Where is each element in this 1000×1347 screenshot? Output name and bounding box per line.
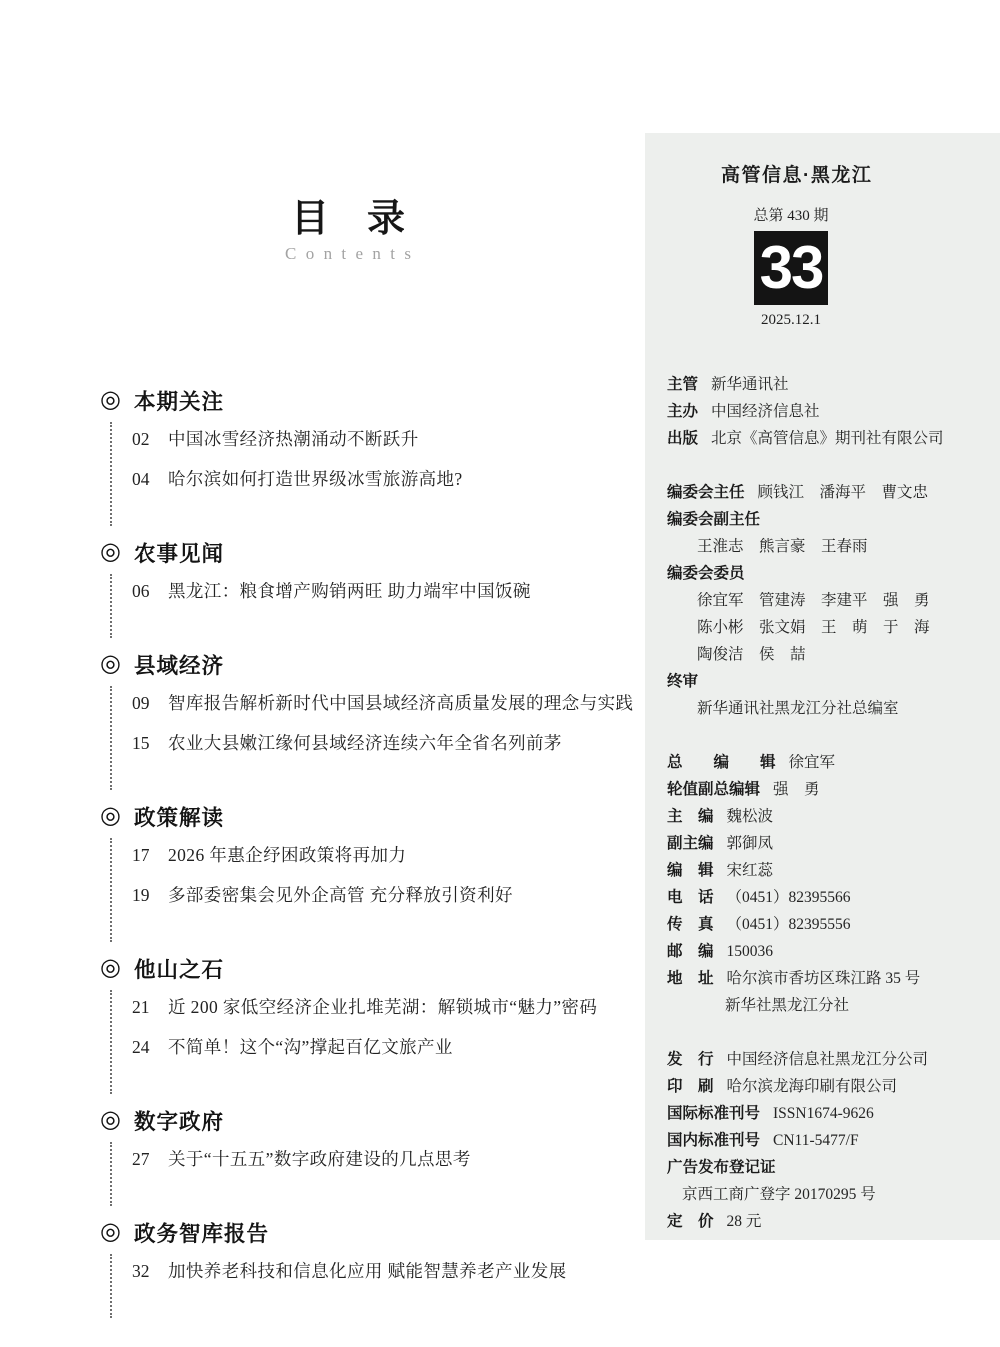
issue-number-box xyxy=(754,231,828,305)
toc-entry-page: 27 xyxy=(132,1149,150,1169)
masthead-value: 王淮志 熊言豪 王春雨 xyxy=(697,538,868,555)
masthead-label: 总 编 辑 xyxy=(667,754,776,771)
toc-section-header xyxy=(100,386,645,414)
toc-entry-title: 多部委密集会见外企高管 充分释放引资利好 xyxy=(168,885,513,905)
toc-section-title: 政务智库报告 xyxy=(133,1221,269,1246)
masthead-label: 编委会委员 xyxy=(667,565,745,582)
section-bullet-icon: ◎ xyxy=(100,803,121,829)
masthead-sidebar xyxy=(645,133,1000,1240)
dotted-rail-line xyxy=(110,1142,112,1206)
toc-entry xyxy=(132,996,645,1019)
section-bullet-icon: ◎ xyxy=(100,387,121,413)
masthead-value: 魏松波 xyxy=(726,808,774,825)
toc-entry xyxy=(132,692,645,715)
masthead-label: 邮 编 xyxy=(667,943,714,960)
masthead-label: 国内标准刊号 xyxy=(667,1132,761,1149)
masthead-value: ISSN1674-9626 xyxy=(773,1105,874,1122)
masthead-row xyxy=(667,803,986,830)
masthead-row xyxy=(667,1154,986,1181)
toc-section xyxy=(100,1218,645,1330)
magazine-title: 高管信息·黑龙江 xyxy=(721,165,873,186)
masthead-row xyxy=(667,614,986,641)
masthead-row xyxy=(667,1127,986,1154)
issue-block xyxy=(745,206,837,331)
section-bullet-icon: ◎ xyxy=(100,651,121,677)
toc-subtitle: Contents xyxy=(285,244,421,263)
toc-item-list xyxy=(100,844,645,907)
masthead-label: 终审 xyxy=(667,673,699,690)
masthead-label: 定 价 xyxy=(667,1213,714,1230)
masthead-value: 哈尔滨龙海印刷有限公司 xyxy=(726,1078,898,1095)
masthead-label: 编委会副主任 xyxy=(667,511,761,528)
masthead-row xyxy=(667,938,986,965)
masthead-value: 28 元 xyxy=(726,1213,762,1230)
masthead-label: 发 行 xyxy=(667,1051,714,1068)
masthead-value: 新华通讯社 xyxy=(711,376,789,393)
toc-entry xyxy=(132,884,645,907)
section-bullet-icon: ◎ xyxy=(100,1107,121,1133)
masthead-value: 徐宜军 管建涛 李建平 强 勇 xyxy=(697,592,930,609)
toc-entry-page: 02 xyxy=(132,429,150,449)
masthead-value: 新华通讯社黑龙江分社总编室 xyxy=(697,700,899,717)
toc-item-list xyxy=(100,1260,645,1283)
masthead-row xyxy=(667,830,986,857)
masthead-label: 印 刷 xyxy=(667,1078,714,1095)
dotted-rail-line xyxy=(110,686,112,790)
masthead-label: 传 真 xyxy=(667,916,714,933)
toc-item-list xyxy=(100,428,645,491)
toc-entry-title: 哈尔滨如何打造世界级冰雪旅游高地? xyxy=(168,469,463,489)
masthead-label: 主办 xyxy=(667,403,699,420)
masthead-label: 编委会主任 xyxy=(667,484,745,501)
toc-section-title: 数字政府 xyxy=(133,1109,224,1134)
toc-item-list xyxy=(100,1148,645,1171)
masthead-row xyxy=(667,884,986,911)
masthead-row xyxy=(667,560,986,587)
toc-sections xyxy=(100,386,645,1330)
dotted-rail-line xyxy=(110,422,112,526)
masthead-row xyxy=(667,641,986,668)
toc-section-header xyxy=(100,802,645,830)
masthead-row xyxy=(667,1181,986,1208)
masthead-row xyxy=(667,398,986,425)
toc-section xyxy=(100,650,645,802)
masthead-row xyxy=(667,506,986,533)
masthead-row xyxy=(667,911,986,938)
toc-item-list xyxy=(100,692,645,755)
dotted-rail-line xyxy=(110,990,112,1094)
masthead-value: 郭御凤 xyxy=(726,835,774,852)
masthead-value: （0451）82395566 xyxy=(726,889,851,906)
masthead-label: 国际标准刊号 xyxy=(667,1105,761,1122)
masthead-row xyxy=(667,479,986,506)
toc-entry-title: 农业大县嫩江缘何县域经济连续六年全省名列前茅 xyxy=(168,733,562,753)
masthead-value: 北京《高管信息》期刊社有限公司 xyxy=(711,430,944,447)
toc-entry xyxy=(132,732,645,755)
toc-entry xyxy=(132,428,645,451)
toc-section-header xyxy=(100,1218,645,1246)
toc-section xyxy=(100,538,645,650)
masthead-label: 广告发布登记证 xyxy=(667,1159,776,1176)
toc-item-list xyxy=(100,996,645,1059)
toc-section xyxy=(100,386,645,538)
masthead-label: 编 辑 xyxy=(667,862,714,879)
section-bullet-icon: ◎ xyxy=(100,1219,121,1245)
toc-section-header xyxy=(100,650,645,678)
masthead-row xyxy=(667,1208,986,1235)
toc-entry xyxy=(132,1260,645,1283)
masthead-row xyxy=(667,1073,986,1100)
masthead-value: 陶俊洁 侯 喆 xyxy=(697,646,806,663)
dotted-rail-line xyxy=(110,574,112,638)
toc-entry xyxy=(132,844,645,867)
masthead-group xyxy=(667,1046,986,1235)
toc-entry xyxy=(132,580,645,603)
toc-section xyxy=(100,954,645,1106)
toc-section-header xyxy=(100,954,645,982)
section-bullet-icon: ◎ xyxy=(100,539,121,565)
toc-entry xyxy=(132,1036,645,1059)
toc-entry-page: 04 xyxy=(132,469,150,489)
masthead-label: 出版 xyxy=(667,430,699,447)
issue-date: 2025.12.1 xyxy=(761,312,821,328)
toc-section-title: 农事见闻 xyxy=(133,541,224,566)
masthead-value: 中国经济信息社黑龙江分公司 xyxy=(726,1051,929,1068)
toc-entry-page: 15 xyxy=(132,733,150,753)
toc-item-list xyxy=(100,580,645,603)
masthead-label: 主管 xyxy=(667,376,699,393)
dotted-rail-line xyxy=(110,838,112,942)
issue-number: 33 xyxy=(759,234,823,301)
masthead-row xyxy=(667,587,986,614)
toc-section-header xyxy=(100,538,645,566)
masthead-group xyxy=(667,371,986,452)
masthead-label: 地 址 xyxy=(667,970,714,987)
toc-title: 目 录 xyxy=(290,198,405,240)
masthead-row xyxy=(667,371,986,398)
masthead-value: 陈小彬 张文娟 王 萌 于 海 xyxy=(697,619,930,636)
toc-entry-title: 智库报告解析新时代中国县域经济高质量发展的理念与实践 xyxy=(168,693,634,713)
toc-section-title: 本期关注 xyxy=(133,389,224,414)
toc-section-header xyxy=(100,1106,645,1134)
toc-section-title: 政策解读 xyxy=(133,805,224,830)
toc-entry-title: 近 200 家低空经济企业扎堆芜湖：解锁城市“魅力”密码 xyxy=(168,997,598,1017)
toc-entry-page: 24 xyxy=(132,1037,150,1057)
masthead-value: 新华社黑龙江分社 xyxy=(725,997,850,1014)
masthead-row xyxy=(667,992,986,1019)
toc-entry-page: 19 xyxy=(132,885,150,905)
toc-entry-title: 2026 年惠企纾困政策将再加力 xyxy=(168,845,407,865)
masthead-value: 150036 xyxy=(726,943,774,960)
masthead-value: 中国经济信息社 xyxy=(711,403,820,420)
masthead-value: 强 勇 xyxy=(773,781,820,798)
issue-label: 总第 430 期 xyxy=(753,208,829,224)
toc-entry-title: 中国冰雪经济热潮涌动不断跃升 xyxy=(168,429,419,449)
masthead-row xyxy=(667,749,986,776)
toc-entry xyxy=(132,468,645,491)
toc-entry-title: 加快养老科技和信息化应用 赋能智慧养老产业发展 xyxy=(168,1261,567,1281)
toc-entry-title: 黑龙江：粮食增产购销两旺 助力端牢中国饭碗 xyxy=(168,581,531,601)
toc-section-title: 县域经济 xyxy=(133,653,224,678)
masthead-row xyxy=(667,965,986,992)
masthead-value: 宋红蕊 xyxy=(726,862,774,879)
toc-entry-page: 32 xyxy=(132,1261,150,1281)
masthead-row xyxy=(667,1046,986,1073)
toc-title-block xyxy=(198,196,498,264)
toc-entry-page: 09 xyxy=(132,693,150,713)
toc-section-title: 他山之石 xyxy=(133,957,224,982)
dotted-rail-line xyxy=(110,1254,112,1318)
toc-entry-title: 关于“十五五”数字政府建设的几点思考 xyxy=(168,1149,471,1169)
masthead-value: 京西工商广登字 20170295 号 xyxy=(682,1186,876,1203)
masthead-row xyxy=(667,425,986,452)
masthead-row xyxy=(667,776,986,803)
masthead-row xyxy=(667,1100,986,1127)
toc-column xyxy=(100,196,645,1330)
masthead-row xyxy=(667,533,986,560)
masthead-label: 主 编 xyxy=(667,808,714,825)
toc-section xyxy=(100,802,645,954)
toc-entry xyxy=(132,1148,645,1171)
masthead-group xyxy=(667,479,986,722)
masthead-label: 轮值副总编辑 xyxy=(667,781,761,798)
section-bullet-icon: ◎ xyxy=(100,955,121,981)
toc-entry-page: 17 xyxy=(132,845,150,865)
masthead-value: 哈尔滨市香坊区珠江路 35 号 xyxy=(726,970,921,987)
masthead-row xyxy=(667,857,986,884)
toc-entry-page: 21 xyxy=(132,997,150,1017)
toc-section xyxy=(100,1106,645,1218)
masthead-group xyxy=(667,749,986,1019)
masthead-value: 徐宜军 xyxy=(788,754,836,771)
masthead-row xyxy=(667,695,986,722)
masthead xyxy=(667,371,986,1235)
masthead-label: 电 话 xyxy=(667,889,714,906)
toc-entry-title: 不简单！这个“沟”撑起百亿文旅产业 xyxy=(168,1037,453,1057)
masthead-row xyxy=(667,668,986,695)
masthead-value: （0451）82395556 xyxy=(726,916,851,933)
masthead-value: CN11-5477/F xyxy=(773,1132,859,1149)
toc-entry-page: 06 xyxy=(132,581,150,601)
masthead-value: 顾钱江 潘海平 曹文忠 xyxy=(757,484,929,501)
masthead-label: 副主编 xyxy=(667,835,714,852)
